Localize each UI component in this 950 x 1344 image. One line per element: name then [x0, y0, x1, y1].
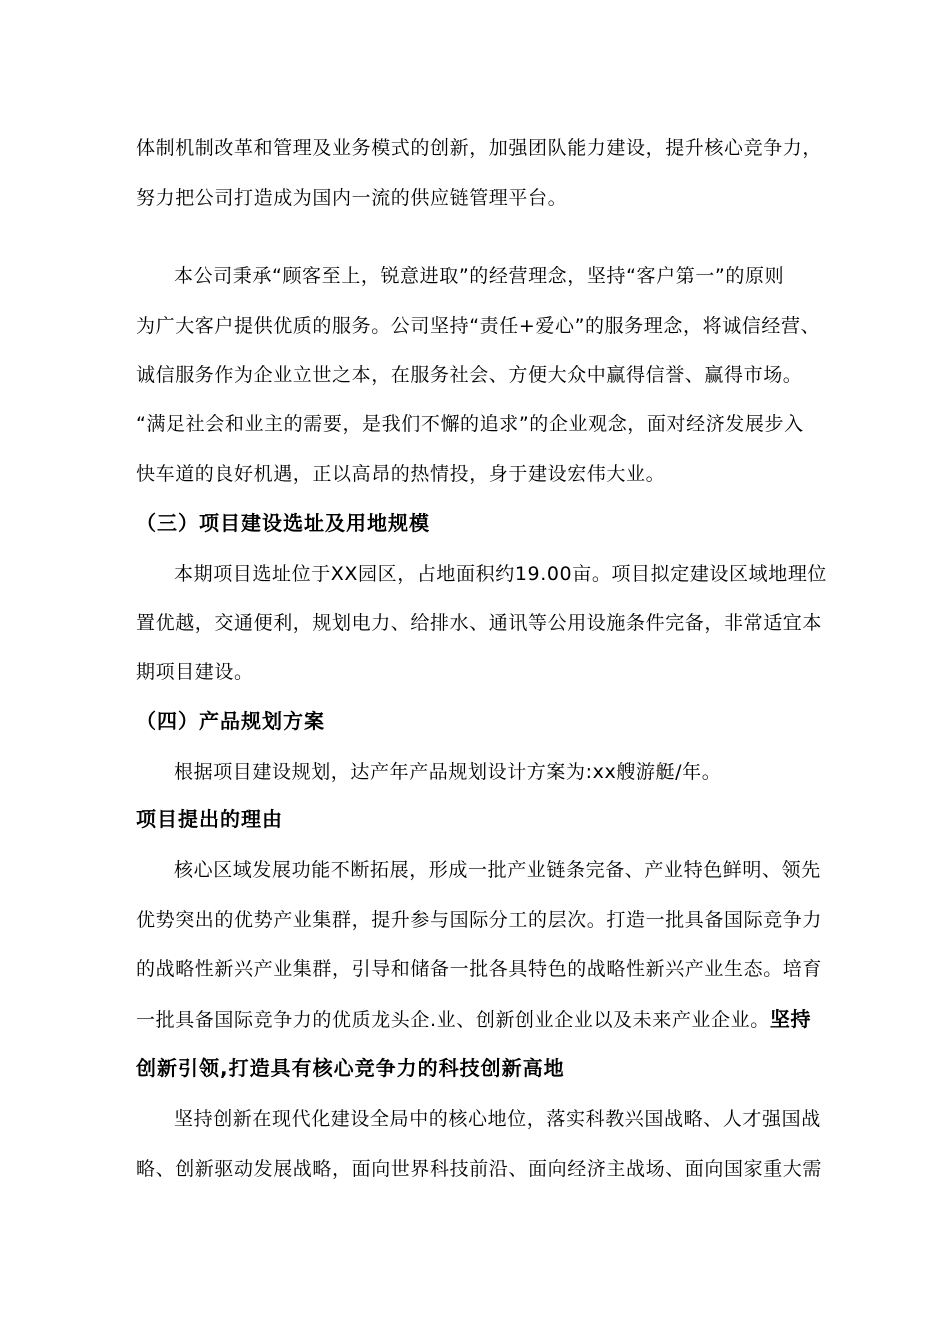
paragraph-line: [136, 1006, 811, 1033]
paragraph-line: 诚信服务作为企业立世之本，在服务社会、方便大众中赢得信誉、赢得市场。: [136, 364, 803, 386]
paragraph-line: 根据项目建设规划，达产年产品规划设计方案为:xx艘游艇/年。: [174, 761, 722, 783]
paragraph-line: 体制机制改革和管理及业务模式的创新，加强团队能力建设，提升核心竞争力，: [136, 137, 823, 159]
paragraph-line: 略、创新驱动发展战略，面向世界科技前沿、面向经济主战场、面向国家重大需: [136, 1158, 823, 1180]
paragraph-line: 本公司秉承“顾客至上，锐意进取”的经营理念，坚持“客户第一”的原则: [174, 265, 785, 287]
paragraph-line: 置优越，交通便利，规划电力、给排水、通讯等公用设施条件完备，非常适宜本: [136, 612, 823, 634]
paragraph-line: 坚持创新在现代化建设全局中的核心地位，落实科教兴国战略、人才强国战: [174, 1108, 821, 1130]
bold-inline-heading: 创新引领,打造具有核心竞争力的科技创新高地: [136, 1056, 565, 1080]
paragraph-line: 本期项目选址位于XX园区，占地面积约19.00亩。项目拟定建设区域地理位: [174, 563, 828, 585]
section-heading: （四）产品规划方案: [136, 709, 325, 733]
paragraph-line: 核心区域发展功能不断拓展，形成一批产业链条完备、产业特色鲜明、领先: [174, 859, 821, 881]
section-heading: 项目提出的理由: [136, 807, 283, 831]
paragraph-line: “满足社会和业主的需要，是我们不懈的追求”的企业观念，面对经济发展步入: [136, 413, 804, 435]
paragraph-line: 优势突出的优势产业集群，提升参与国际分工的层次。打造一批具备国际竞争力: [136, 909, 823, 931]
paragraph-line: 努力把公司打造成为国内一流的供应链管理平台。: [136, 187, 568, 209]
paragraph-text: 一批具备国际竞争力的优质龙头企.业、创新创业企业以及未来产业企业。: [136, 1009, 770, 1031]
paragraph-line: 期项目建设。: [136, 661, 254, 683]
paragraph-line: 的战略性新兴产业集群，引导和储备一批各具特色的战略性新兴产业生态。培育: [136, 958, 823, 980]
section-heading: （三）项目建设选址及用地规模: [136, 511, 430, 535]
paragraph-line: 为广大客户提供优质的服务。公司坚持“责任+爱心”的服务理念，将诚信经营、: [136, 315, 821, 337]
bold-lead-text: 坚持: [769, 1007, 812, 1031]
paragraph-line: 快车道的良好机遇，正以高昂的热情投，身于建设宏伟大业。: [136, 463, 666, 485]
